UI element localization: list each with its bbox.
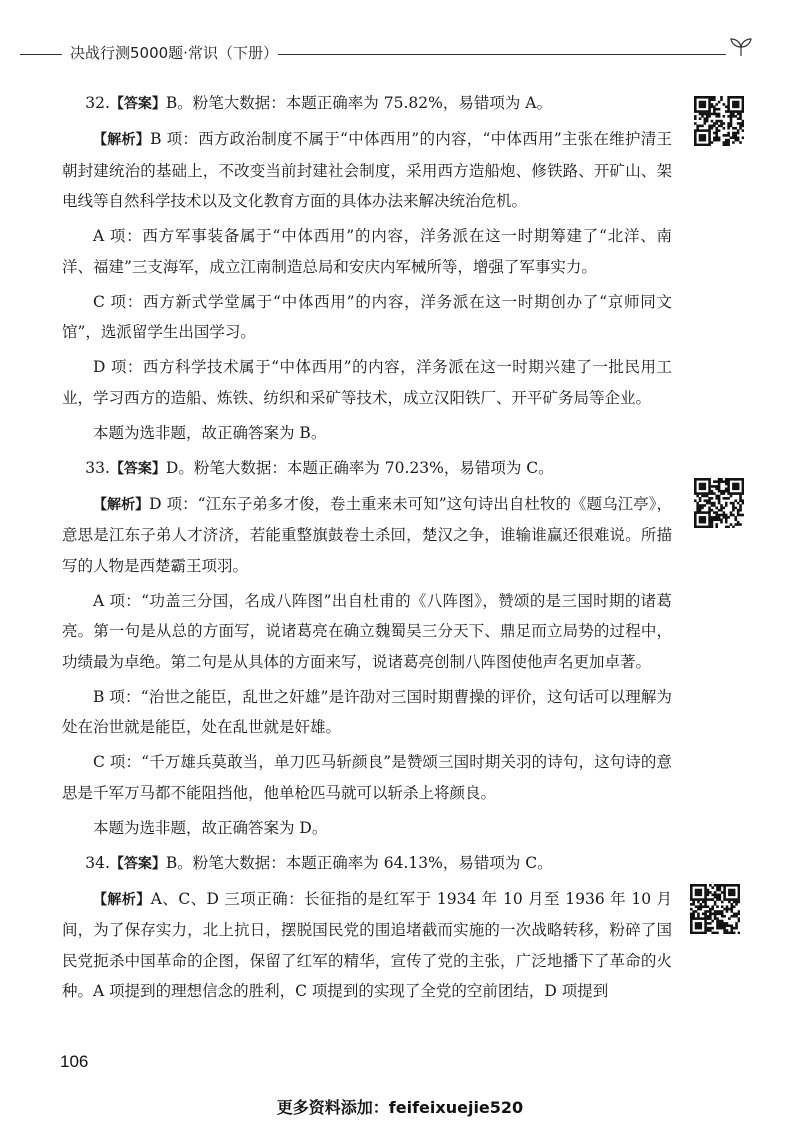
explanation-paragraph	[62, 813, 672, 844]
explanation-paragraph	[62, 287, 672, 348]
paragraph-text: 本题为选非题，故正确答案为 D。	[93, 818, 328, 837]
footer-note: 更多资料添加：feifeixuejie520	[276, 1098, 524, 1117]
explanation-paragraph	[62, 884, 672, 1007]
paragraph-text: A 项：西方军事装备属于“中体西用”的内容，洋务派在这一时期筹建了“北洋、南洋、福建”三支海军，成立江南制造总局和安庆内军械所等，增强了军事实力。	[62, 227, 672, 276]
header-rule-right	[278, 54, 726, 55]
paragraph-text: C 项：“千万雄兵莫敢当，单刀匹马斩颜良”是赞颂三国时期关羽的诗句，这句诗的意思是千军万马都不能阻挡他，他单枪匹马就可以斩杀上将颜良。	[62, 753, 672, 802]
paragraph-text: D 项：“江东子弟多才俊，卷土重来未可知”这句诗出自杜牧的《题乌江亭》，意思是江东子弟人才济济，若能重整旗鼓卷土杀回，楚汉之争，谁输谁赢还很难说。所描写的人物是西楚霸王项羽。	[62, 494, 672, 575]
explanation-paragraph	[62, 352, 672, 413]
page-number: 106	[60, 1052, 89, 1071]
explanation-paragraph	[62, 682, 672, 743]
answer-tag: 【答案】	[109, 855, 166, 872]
running-header	[0, 0, 800, 70]
explanation-paragraph	[62, 124, 672, 217]
question-number: 32.	[85, 94, 110, 112]
answer-explanations	[62, 88, 672, 1011]
explanation-paragraph	[62, 221, 672, 282]
paragraph-text: B 项：西方政治制度不属于“中体西用”的内容，“中体西用”主张在维护清王朝封建统治的基础上，不改变当前封建社会制度，采用西方造船炮、修铁路、开矿山、架电线等自然科学技术以及文化教育方面的具体办法来解决统治危机。	[62, 130, 672, 210]
paragraph-text: 本题为选非题，故正确答案为 B。	[93, 423, 327, 442]
explanation-paragraph	[62, 489, 672, 582]
qr-code-32[interactable]	[694, 96, 744, 146]
explanation-paragraph	[62, 747, 672, 808]
answer-line	[62, 88, 672, 120]
paragraph-text: B 项：“治世之能臣，乱世之奸雄”是许劭对三国时期曹操的评价，这句话可以理解为处在治世就是能臣，处在乱世就是奸雄。	[62, 687, 672, 736]
explanation-paragraph	[62, 586, 672, 678]
question-number: 34.	[85, 853, 110, 872]
paragraph-text: C 项：西方新式学堂属于“中体西用”的内容，洋务派在这一时期创办了“京师同文馆”，选派留学生出国学习。	[62, 292, 672, 341]
answer-line	[62, 848, 672, 880]
question-number: 33.	[85, 458, 110, 477]
header-rule-left	[20, 54, 62, 55]
answer-tag: 【答案】	[109, 460, 166, 477]
answer-line	[62, 453, 672, 485]
paragraph-text: A、C、D 三项正确：长征指的是红军于 1934 年 10 月至 1936 年 10 月间，为了保存实力，北上抗日，摆脱国民党的围追堵截而实施的一次战略转移，粉碎了国民党扼杀中国革命的企图，保留了红军的精华，宣传了党的主张，广泛地播下了革命的火种。A 项提到的理想信念的胜利，C 项提到的实现了全党的空前团结，D 项提到	[62, 889, 672, 1000]
answer-tag: 【答案】	[109, 96, 166, 112]
paragraph-text: D 项：西方科学技术属于“中体西用”的内容，洋务派在这一时期兴建了一批民用工业，学习西方的造船、炼铁、纺织和采矿等技术，成立汉阳铁厂、开平矿务局等企业。	[62, 358, 672, 407]
sprout-icon	[728, 36, 754, 58]
qr-code-33[interactable]	[694, 478, 744, 528]
analysis-tag: 【解析】	[93, 496, 150, 513]
explanation-paragraph	[62, 418, 672, 449]
paragraph-text: D。粉笔大数据：本题正确率为 70.23%，易错项为 C。	[165, 458, 554, 477]
book-title: 决战行测5000题·常识（下册）	[70, 44, 278, 62]
analysis-tag: 【解析】	[93, 891, 151, 908]
paragraph-text: B。粉笔大数据：本题正确率为 75.82%，易错项为 A。	[165, 94, 552, 112]
paragraph-text: A 项：“功盖三分国，名成八阵图”出自杜甫的《八阵图》，赞颂的是三国时期的诸葛亮。第一句是从总的方面写，说诸葛亮在确立魏蜀吴三分天下、鼎足而立局势的过程中，功绩最为卓绝。第二句是从具体的方面来写，说诸葛亮创制八阵图使他声名更加卓著。	[62, 591, 672, 671]
analysis-tag: 【解析】	[93, 132, 151, 148]
qr-code-34[interactable]	[690, 884, 740, 934]
paragraph-text: B。粉笔大数据：本题正确率为 64.13%，易错项为 C。	[165, 853, 553, 872]
